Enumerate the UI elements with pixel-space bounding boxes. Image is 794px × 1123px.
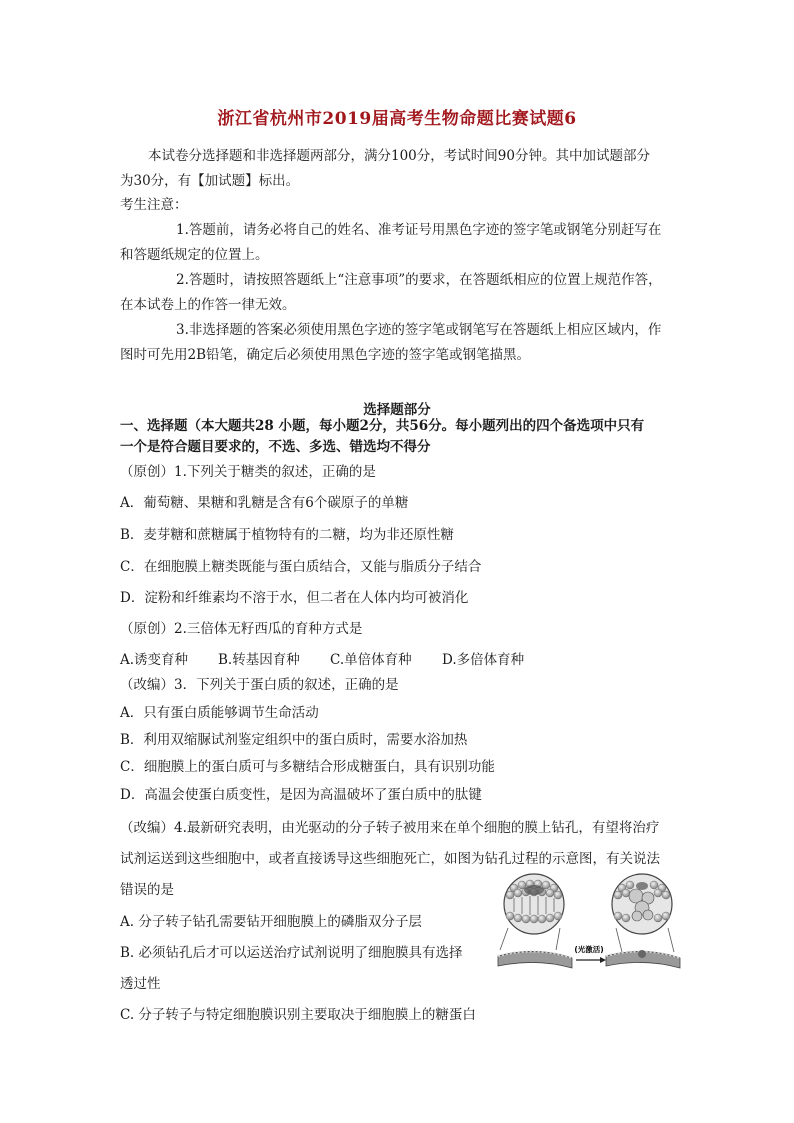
q3-option-c: C．细胞膜上的蛋白质可与多糖结合形成糖蛋白，具有识别功能 bbox=[120, 759, 495, 775]
q1-option-c: C．在细胞膜上糖类既能与蛋白质结合，又能与脂质分子结合 bbox=[120, 559, 482, 575]
intro-line-2: 为30分，有【加试题】标出。 bbox=[120, 173, 300, 189]
q1-option-a: A．葡萄糖、果糖和乳糖是含有6个碳原子的单糖 bbox=[120, 495, 409, 511]
part-heading-line-2: 一个是符合题目要求的，不选、多选、错选均不得分 bbox=[120, 439, 431, 455]
membrane-drilling-figure bbox=[496, 872, 682, 976]
section-title: 选择题部分 bbox=[363, 402, 431, 418]
notice-3b: 图时可先用2B铅笔，确定后必须使用黑色字迹的签字笔或钢笔描黑。 bbox=[120, 347, 531, 363]
q2-stem: （原创）2.三倍体无籽西瓜的育种方式是 bbox=[120, 621, 363, 637]
notice-1a: 1.答题前，请务必将自己的姓名、准考证号用黑色字迹的签字笔或钢笔分别赶写在 bbox=[176, 222, 662, 238]
light-activation-label: (光激活) bbox=[574, 945, 604, 954]
light-activation-arrow bbox=[574, 944, 606, 963]
notice-3a: 3.非选择题的答案必须使用黑色字迹的签字笔或钢笔写在答题纸上相应区域内，作 bbox=[176, 322, 662, 338]
q4-option-b-2: 透过性 bbox=[120, 976, 161, 992]
q3-option-a: A．只有蛋白质能够调节生命活动 bbox=[120, 705, 319, 721]
q3-stem: （改编）3．下列关于蛋白质的叙述，正确的是 bbox=[120, 677, 399, 693]
notice-2b: 在本试卷上的作答一律无效。 bbox=[120, 297, 296, 313]
page-title: 浙江省杭州市2019届高考生物命题比赛试题6 bbox=[217, 109, 577, 129]
q4-option-c: C. 分子转子与特定细胞膜识别主要取决于细胞膜上的糖蛋白 bbox=[120, 1007, 476, 1023]
q3-option-d: D．高温会使蛋白质变性，是因为高温破坏了蛋白质中的肽键 bbox=[120, 787, 482, 803]
q3-option-b: B．利用双缩脲试剂鉴定组织中的蛋白质时，需要水浴加热 bbox=[120, 732, 468, 748]
q2-option-b: B.转基因育种 bbox=[218, 652, 300, 668]
q1-option-d: D．淀粉和纤维素均不溶于水，但二者在人体内均可被消化 bbox=[120, 590, 469, 606]
intro-line-1: 本试卷分选择题和非选择题两部分，满分100分，考试时间90分钟。其中加试题部分 bbox=[148, 148, 650, 164]
q2-option-d: D.多倍体育种 bbox=[442, 652, 525, 668]
q4-option-b-1: B. 必须钻孔后才可以运送治疗试剂说明了细胞膜具有选择 bbox=[120, 945, 463, 961]
q2-option-c: C.单倍体育种 bbox=[330, 652, 412, 668]
part-heading-line-1: 一、选择题（本大题共28 小题，每小题2分，共56分。每小题列出的四个备选项中只有 bbox=[120, 418, 645, 434]
before-magnified-view bbox=[500, 874, 564, 950]
q1-option-b: B．麦芽糖和蔗糖属于植物特有的二糖，均为非还原性糖 bbox=[120, 527, 454, 543]
q2-option-a: A.诱变育种 bbox=[120, 652, 189, 668]
membrane-diagram bbox=[496, 872, 682, 976]
notice-2a: 2.答题时，请按照答题纸上“注意事项”的要求，在答题纸相应的位置上规范作答， bbox=[176, 272, 662, 288]
q4-stem-2: 试剂运送到这些细胞中，或者直接诱导这些细胞死亡，如图为钻孔过程的示意图，有关说法 bbox=[120, 851, 660, 867]
notice-label: 考生注意： bbox=[120, 197, 188, 213]
q4-stem-3: 错误的是 bbox=[120, 882, 174, 898]
after-magnified-view bbox=[612, 874, 674, 952]
q4-stem-1: （改编）4.最新研究表明，由光驱动的分子转子被用来在单个细胞的膜上钻孔，有望将治疗 bbox=[120, 820, 660, 836]
q1-stem: （原创）1.下列关于糖类的叙述，正确的是 bbox=[120, 464, 376, 480]
q4-option-a: A. 分子转子钻孔需要钻开细胞膜上的磷脂双分子层 bbox=[120, 914, 422, 930]
notice-1b: 和答题纸规定的位置上。 bbox=[120, 247, 269, 263]
